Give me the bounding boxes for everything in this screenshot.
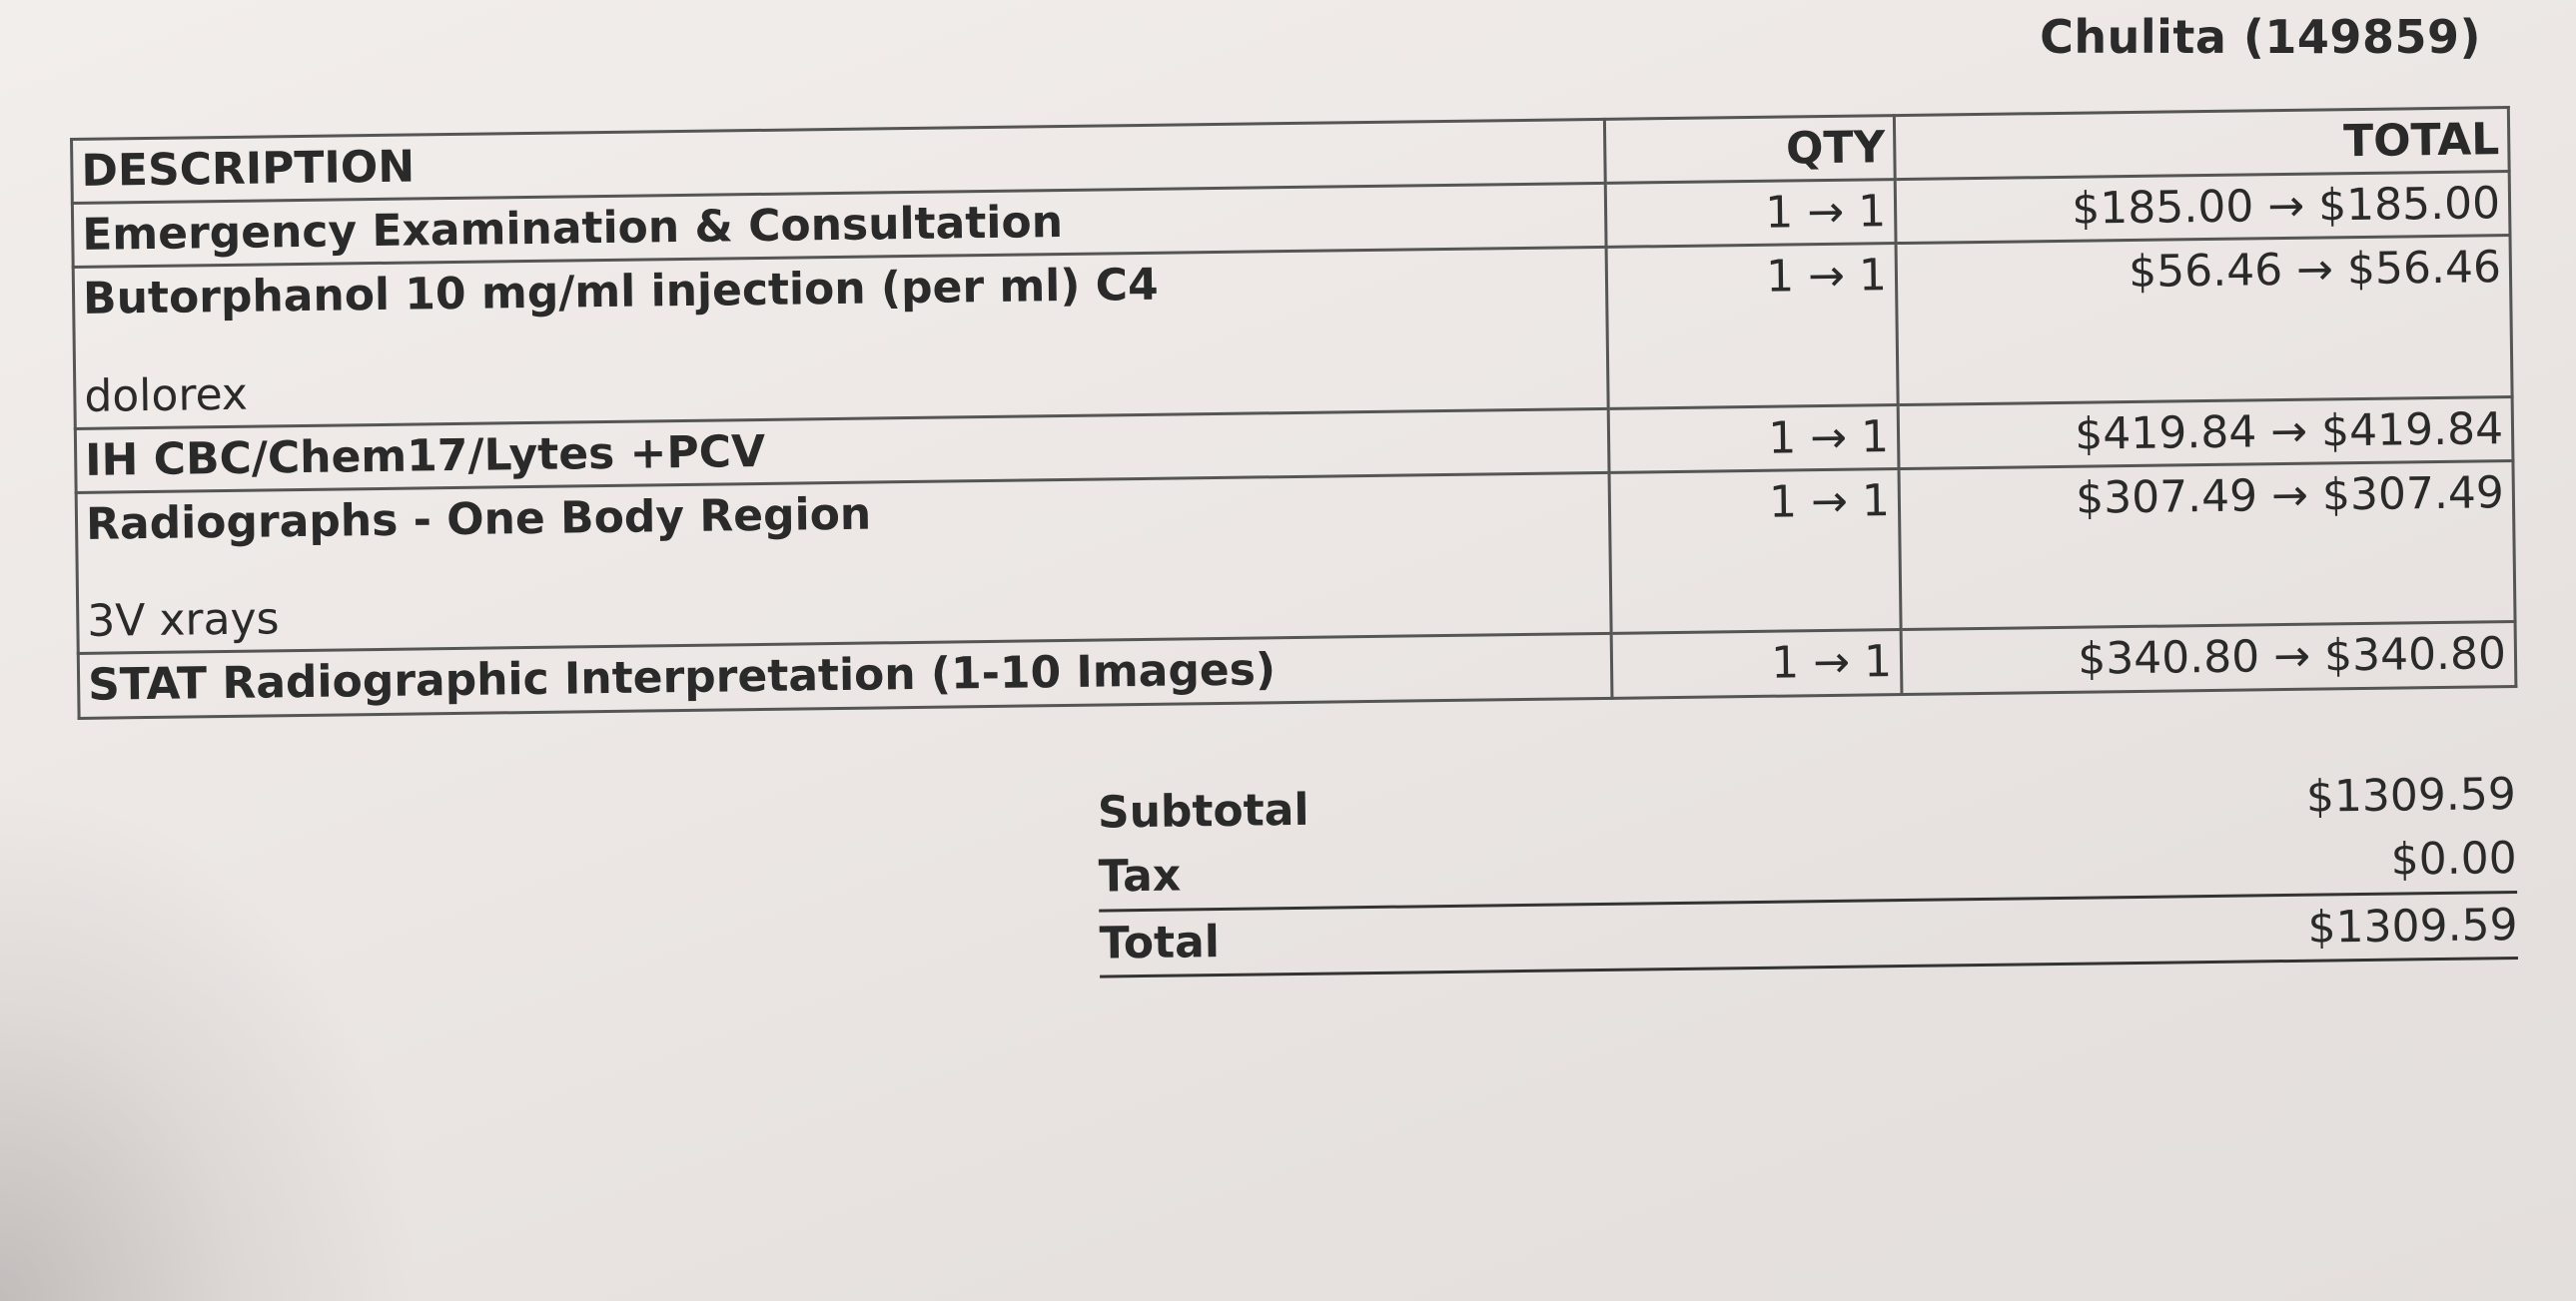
total-label: Total xyxy=(1099,916,1221,970)
line-item-qty: 1 → 1 xyxy=(1611,630,1902,698)
totals-summary xyxy=(1098,763,2518,978)
line-item-description xyxy=(73,248,1608,428)
subtotal-value: $1309.59 xyxy=(2305,769,2517,823)
column-header-total: TOTAL xyxy=(1894,108,2509,180)
column-header-qty: QTY xyxy=(1604,116,1895,184)
line-item-qty: 1 → 1 xyxy=(1608,404,1899,472)
line-item-total: $185.00 → $185.00 xyxy=(1895,172,2510,244)
tax-label: Tax xyxy=(1098,850,1182,903)
line-item-total: $419.84 → $419.84 xyxy=(1898,396,2513,468)
line-item-name: Radiographs - One Body Region xyxy=(85,488,872,550)
line-item-name: Butorphanol 10 mg/ml injection (per ml) C4 xyxy=(82,260,1159,325)
line-item-name: IH CBC/Chem17/Lytes +PCV xyxy=(84,425,766,486)
line-item-total: $56.46 → $56.46 xyxy=(1896,236,2512,404)
line-item-note: 3V xrays xyxy=(87,593,280,647)
invoice-table xyxy=(70,106,2517,719)
line-item-qty: 1 → 1 xyxy=(1609,468,1901,633)
total-value: $1309.59 xyxy=(2307,899,2518,954)
patient-name: Chulita (149859) xyxy=(2040,10,2481,64)
invoice-sheet xyxy=(70,106,2518,970)
line-item-note: dolorex xyxy=(84,368,249,422)
line-item-total: $307.49 → $307.49 xyxy=(1899,460,2515,629)
line-item-name: Emergency Examination & Consultation xyxy=(81,197,1064,262)
photo-shadow xyxy=(0,782,420,1301)
line-item-qty: 1 → 1 xyxy=(1606,244,1898,408)
line-item-total: $340.80 → $340.80 xyxy=(1901,622,2516,694)
table-row xyxy=(76,460,2515,653)
table-row xyxy=(73,236,2512,428)
subtotal-label: Subtotal xyxy=(1097,784,1309,839)
line-item-description xyxy=(76,472,1611,653)
column-header-description: DESCRIPTION xyxy=(72,119,1606,203)
line-item-qty: 1 → 1 xyxy=(1605,180,1896,248)
tax-value: $0.00 xyxy=(2390,832,2517,886)
line-item-name: STAT Radiographic Interpretation (1-10 Images) xyxy=(87,644,1277,712)
